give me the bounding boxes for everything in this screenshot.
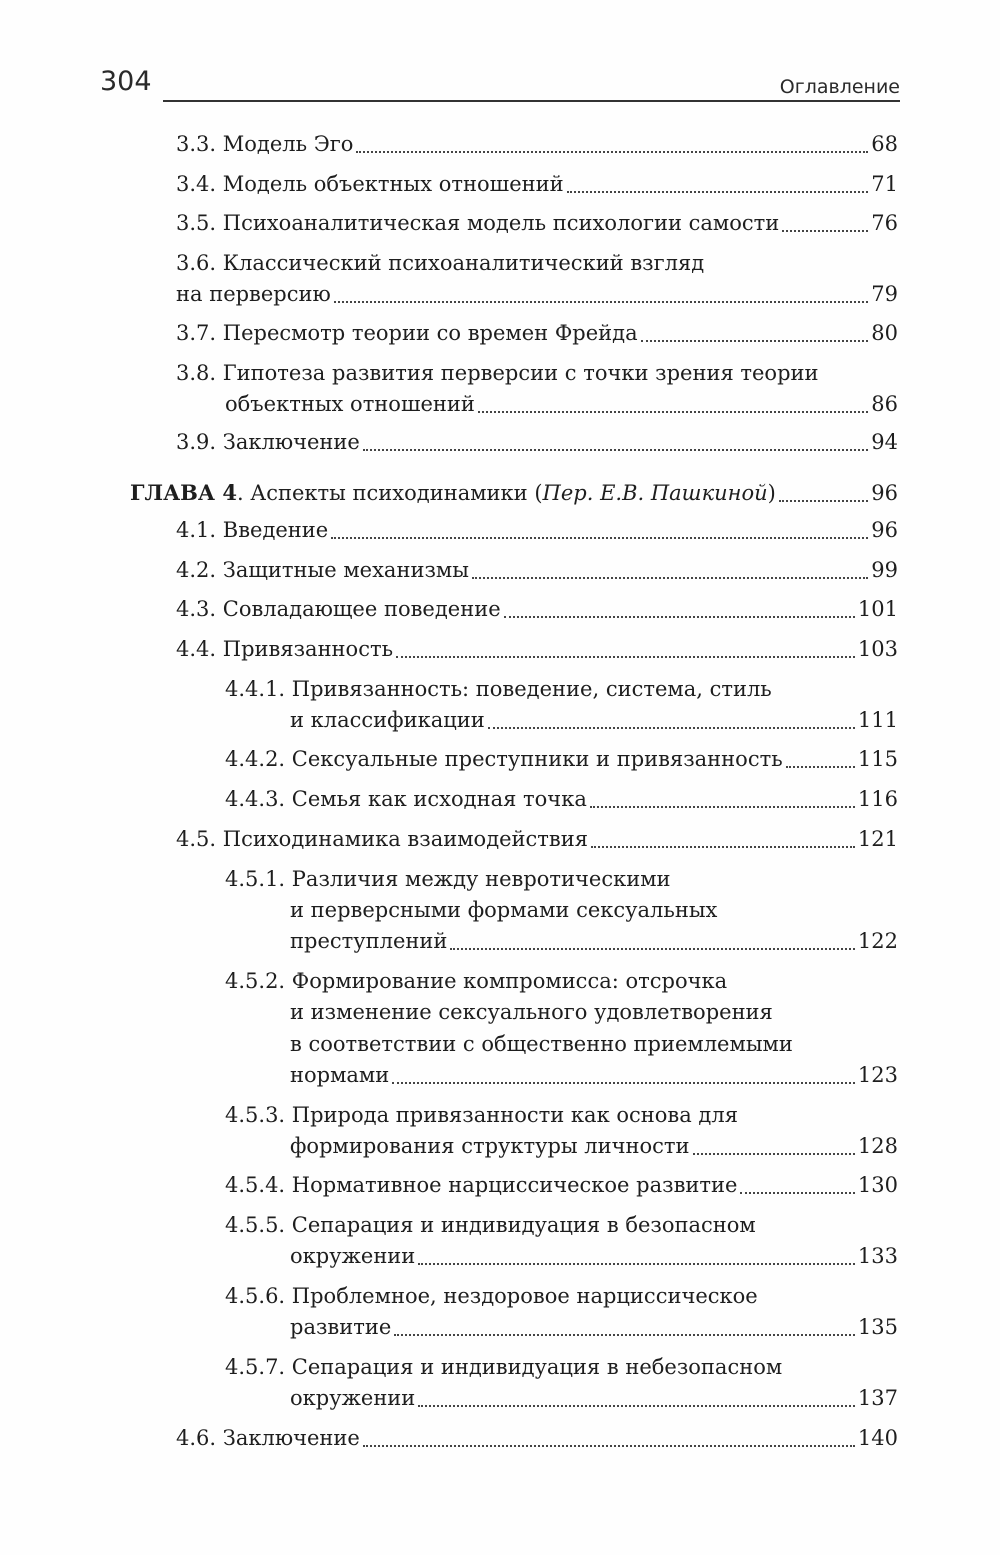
running-title: Оглавление xyxy=(779,76,900,98)
entry-number: 3.3. xyxy=(176,132,217,156)
entry-title: Различия между невротическими xyxy=(291,867,671,891)
toc-entry-3-8-line2[interactable] xyxy=(225,387,898,421)
entry-number: 3.7. xyxy=(176,321,217,345)
entry-title: Сексуальные преступники и привязанность xyxy=(291,747,783,771)
toc-entry-4-5-3-line2[interactable] xyxy=(290,1129,898,1163)
entry-page: 79 xyxy=(871,282,898,306)
dot-leader xyxy=(478,411,868,413)
toc-entry-4-5-1-line2[interactable] xyxy=(290,893,898,927)
entry-title-continued: формирования структуры личности xyxy=(290,1134,690,1158)
dot-leader xyxy=(782,230,868,232)
dot-leader xyxy=(472,577,868,579)
entry-title-continued: окружении xyxy=(290,1386,416,1410)
toc-entry-4-1[interactable] xyxy=(176,513,898,547)
entry-title: Привязанность xyxy=(222,637,394,661)
entry-page: 94 xyxy=(871,430,898,454)
entry-title: Пересмотр теории со времен Фрейда xyxy=(222,321,638,345)
toc-entry-4-4[interactable] xyxy=(176,632,898,666)
toc-entry-4-5-6-line1[interactable] xyxy=(225,1279,898,1313)
entry-page: 96 xyxy=(871,518,898,542)
dot-leader xyxy=(504,616,855,618)
entry-title-continued: и изменение сексуального удовлетворения xyxy=(290,1000,773,1024)
toc-entry-3-3[interactable] xyxy=(176,127,898,161)
dot-leader xyxy=(450,948,855,950)
entry-number: 4.4.1. xyxy=(225,677,286,701)
entry-number: 4.4. xyxy=(176,637,217,661)
dot-leader xyxy=(394,1334,855,1336)
dot-leader xyxy=(331,537,868,539)
entry-page: 99 xyxy=(871,558,898,582)
entry-number: 4.6. xyxy=(176,1426,217,1450)
entry-number: 4.5. xyxy=(176,827,217,851)
toc-entry-4-5-5-line1[interactable] xyxy=(225,1208,898,1242)
dot-leader xyxy=(396,656,855,658)
entry-title: Сепарация и индивидуация в безопасном xyxy=(291,1213,756,1237)
entry-page: 111 xyxy=(857,708,898,732)
entry-number: 4.5.3. xyxy=(225,1103,286,1127)
toc-entry-4-4-1-line1[interactable] xyxy=(225,672,898,706)
entry-page: 137 xyxy=(857,1386,898,1410)
entry-page: 116 xyxy=(857,787,898,811)
entry-page: 101 xyxy=(857,597,898,621)
entry-title: Проблемное, нездоровое нарциссическое xyxy=(291,1284,758,1308)
entry-page: 103 xyxy=(857,637,898,661)
dot-leader xyxy=(641,340,869,342)
entry-number: 4.5.2. xyxy=(225,969,286,993)
toc-entry-4-5-2-line2[interactable] xyxy=(290,995,898,1029)
entry-title: Семья как исходная точка xyxy=(291,787,587,811)
entry-number: 4.4.2. xyxy=(225,747,286,771)
entry-number: 4.2. xyxy=(176,558,217,582)
dot-leader xyxy=(693,1153,855,1155)
toc-entry-3-6-line1[interactable] xyxy=(176,246,898,280)
entry-title: Психоаналитическая модель психологии самости xyxy=(222,211,780,235)
chapter-title-close: ) xyxy=(767,481,776,505)
dot-leader xyxy=(590,806,855,808)
entry-title: Введение xyxy=(222,518,329,542)
entry-number: 3.4. xyxy=(176,172,217,196)
entry-number: 3.8. xyxy=(176,361,217,385)
toc-entry-4-5-7-line1[interactable] xyxy=(225,1350,898,1384)
entry-number: 4.3. xyxy=(176,597,217,621)
page-number: 304 xyxy=(100,66,152,97)
entry-title: Формирование компромисса: отсрочка xyxy=(291,969,728,993)
toc-entry-4-5-6-line2[interactable] xyxy=(290,1310,898,1344)
entry-page: 133 xyxy=(857,1244,898,1268)
chapter-title: . Аспекты психодинамики ( xyxy=(236,481,543,505)
entry-number: 4.4.3. xyxy=(225,787,286,811)
toc-entry-4-6[interactable] xyxy=(176,1421,898,1455)
toc-entry-4-5-1-line3[interactable] xyxy=(290,924,898,958)
entry-page: 71 xyxy=(871,172,898,196)
entry-page: 86 xyxy=(871,392,898,416)
entry-page: 130 xyxy=(857,1173,898,1197)
entry-title-continued: и классификации xyxy=(290,708,485,732)
entry-page: 76 xyxy=(871,211,898,235)
entry-title: Модель Эго xyxy=(222,132,354,156)
toc-entry-4-4-1-line2[interactable] xyxy=(290,703,898,737)
dot-leader xyxy=(488,727,855,729)
toc-entry-3-6-line2[interactable] xyxy=(176,277,898,311)
entry-title-continued: развитие xyxy=(290,1315,392,1339)
toc-entry-3-4[interactable] xyxy=(176,167,898,201)
entry-title: Совладающее поведение xyxy=(222,597,501,621)
toc-entry-4-5-2-line1[interactable] xyxy=(225,964,898,998)
entry-title-continued: на перверсию xyxy=(176,282,331,306)
toc-entry-3-7[interactable] xyxy=(176,316,898,350)
entry-title: Привязанность: поведение, система, стиль xyxy=(291,677,772,701)
entry-title-continued: преступлений xyxy=(290,929,448,953)
entry-title: Природа привязанности как основа для xyxy=(291,1103,738,1127)
entry-title: Защитные механизмы xyxy=(222,558,469,582)
dot-leader xyxy=(392,1082,855,1084)
entry-title-continued: окружении xyxy=(290,1244,416,1268)
entry-page: 135 xyxy=(857,1315,898,1339)
entry-title: Классический психоаналитический взгляд xyxy=(222,251,705,275)
entry-number: 3.9. xyxy=(176,430,217,454)
toc-entry-4-5-2-line3[interactable] xyxy=(290,1027,898,1061)
toc-entry-4-5-3-line1[interactable] xyxy=(225,1098,898,1132)
toc-entry-3-8-line1[interactable] xyxy=(176,356,898,390)
toc-entry-4-5-5-line2[interactable] xyxy=(290,1239,898,1273)
entry-title-continued: в соответствии с общественно приемлемыми xyxy=(290,1032,793,1056)
dot-leader xyxy=(363,449,868,451)
entry-title-continued: объектных отношений xyxy=(225,392,475,416)
entry-number: 4.5.6. xyxy=(225,1284,286,1308)
entry-page: 96 xyxy=(871,481,898,505)
entry-number: 3.5. xyxy=(176,211,217,235)
dot-leader xyxy=(334,301,868,303)
entry-number: 4.5.5. xyxy=(225,1213,286,1237)
entry-page: 121 xyxy=(857,827,898,851)
entry-page: 140 xyxy=(857,1426,898,1450)
dot-leader xyxy=(356,151,868,153)
dot-leader xyxy=(786,766,855,768)
entry-page: 122 xyxy=(857,929,898,953)
toc-entry-4-5-7-line2[interactable] xyxy=(290,1381,898,1415)
entry-page: 128 xyxy=(857,1134,898,1158)
toc-entry-4-4-3[interactable] xyxy=(225,782,898,816)
dot-leader xyxy=(567,191,869,193)
toc-entry-4-2[interactable] xyxy=(176,553,898,587)
entry-page: 115 xyxy=(857,747,898,771)
toc-entry-4-4-2[interactable] xyxy=(225,742,898,776)
dot-leader xyxy=(418,1405,855,1407)
entry-title: Гипотеза развития перверсии с точки зрения теории xyxy=(222,361,819,385)
toc-entry-4-5-2-line4[interactable] xyxy=(290,1058,898,1092)
toc-entry-4-5-4[interactable] xyxy=(225,1168,898,1202)
entry-page: 68 xyxy=(871,132,898,156)
toc-entry-4-5-1-line1[interactable] xyxy=(225,862,898,896)
entry-page: 123 xyxy=(857,1063,898,1087)
dot-leader xyxy=(591,846,855,848)
entry-number: 4.1. xyxy=(176,518,217,542)
dot-leader xyxy=(363,1445,855,1447)
entry-title: Сепарация и индивидуация в небезопасном xyxy=(291,1355,783,1379)
entry-number: 4.5.7. xyxy=(225,1355,286,1379)
toc-chapter-4[interactable] xyxy=(130,476,898,510)
chapter-label: ГЛАВА 4 xyxy=(130,480,237,505)
entry-page: 80 xyxy=(871,321,898,345)
entry-number: 3.6. xyxy=(176,251,217,275)
dot-leader xyxy=(418,1263,855,1265)
entry-title: Психодинамика взаимодействия xyxy=(222,827,588,851)
toc-entry-4-5[interactable] xyxy=(176,822,898,856)
entry-title-continued: нормами xyxy=(290,1063,390,1087)
toc-entry-4-3[interactable] xyxy=(176,592,898,626)
dot-leader xyxy=(740,1192,854,1194)
chapter-translator: Пер. Е.В. Пашкиной xyxy=(542,481,768,505)
dot-leader xyxy=(779,500,868,502)
entry-number: 4.5.1. xyxy=(225,867,286,891)
entry-title-continued: и перверсными формами сексуальных xyxy=(290,898,718,922)
toc-entry-3-9[interactable] xyxy=(176,425,898,459)
entry-title: Нормативное нарциссическое развитие xyxy=(291,1173,738,1197)
entry-number: 4.5.4. xyxy=(225,1173,286,1197)
entry-title: Заключение xyxy=(222,430,360,454)
entry-title: Заключение xyxy=(222,1426,360,1450)
entry-title: Модель объектных отношений xyxy=(222,172,564,196)
toc-entry-3-5[interactable] xyxy=(176,206,898,240)
